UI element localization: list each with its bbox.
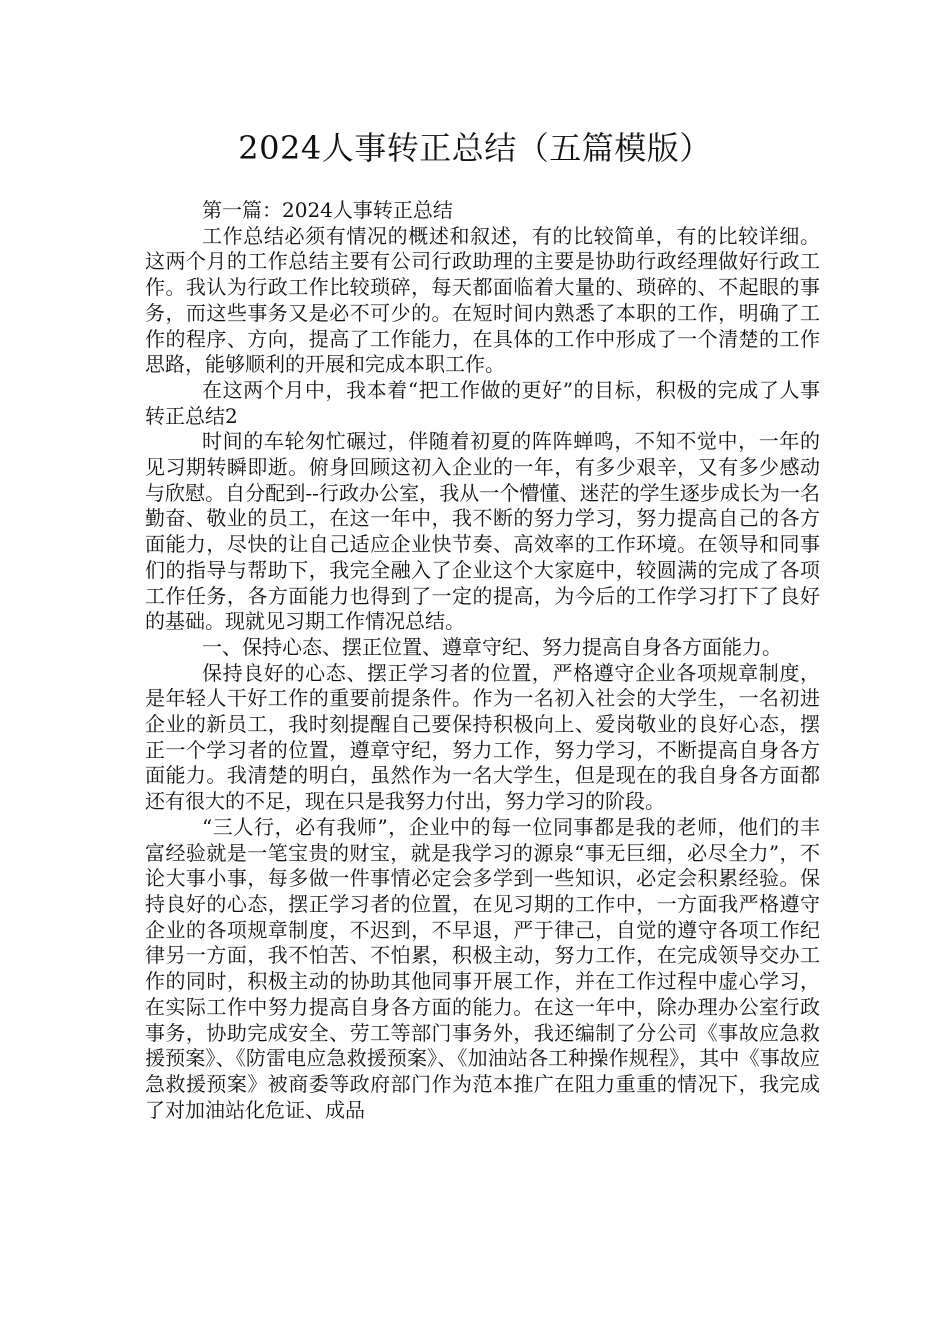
paragraph: 在这两个月中，我本着“把工作做的更好”的目标，积极的完成了人事转正总结2 <box>145 377 820 428</box>
section-heading: 第一篇：2024人事转正总结 <box>202 198 453 222</box>
paragraph: “三人行，必有我师”，企业中的每一位同事都是我的老师，他们的丰富经验就是一笔宝贵的财宝，就是我学习的源泉“事无巨细，必尽全力”，不论大事小事，每多做一件事情必定会多学到一些知识，必定会积累经验。保持良好的心态，摆正学习者的位置，在见习期的工作中，一方面我严格遵守企业的各项规章制度，不迟到，不早退，严于律己，自觉的遵守各项工作纪律另一方面，我不怕苦、不怕累，积极主动，努力工作，在完成领导交办工作的同时，积极主动的协助其他同事开展工作，并在工作过程中虚心学习，在实际工作中努力提高自身各方面的能力。在这一年中，除办理办公室行政事务，协助完成安全、劳工等部门事务外，我还编制了分公司《事故应急救援预案》、《防雷电应急救援预案》、《加油站各工种操作规程》，其中《事故应急救援预案》被商委等政府部门作为范本推广在阻力重重的情况下，我完成了对加油站化危证、成品 <box>145 814 820 1122</box>
paragraph: 时间的车轮匆忙碾过，伴随着初夏的阵阵蝉鸣，不知不觉中，一年的见习期转瞬即逝。俯身回顾这初入企业的一年，有多少艰辛，又有多少感动与欣慰。自分配到--行政办公室，我从一个懵懂、迷茫的学生逐步成长为一名勤奋、敬业的员工，在这一年中，我不断的努力学习，努力提高自己的各方面能力，尽快的让自己适应企业快节奏、高效率的工作环境。在领导和同事们的指导与帮助下，我完全融入了企业这个大家庭中，较圆满的完成了各项工作任务，各方面能力也得到了一定的提高，为今后的工作学习打下了良好的基础。现就见习期工作情况总结。 <box>145 429 820 634</box>
paragraph-heading: 一、保持心态、摆正位置、遵章守纪、努力提高自身各方面能力。 <box>202 634 782 659</box>
paragraph: 工作总结必须有情况的概述和叙述，有的比较简单，有的比较详细。这两个月的工作总结主要有公司行政助理的主要是协助行政经理做好行政工作。我认为行政工作比较琐碎，每天都面临着大量的、琐碎的、不起眼的事务，而这些事务又是必不可少的。在短时间内熟悉了本职的工作，明确了工作的程序、方向，提高了工作能力，在具体的工作中形成了一个清楚的工作思路，能够顺利的开展和完成本职工作。 <box>145 223 820 377</box>
document-body <box>145 198 820 1123</box>
paragraph: 保持良好的心态、摆正学习者的位置，严格遵守企业各项规章制度，是年轻人干好工作的重要前提条件。作为一名初入社会的大学生，一名初进企业的新员工，我时刻提醒自己要保持积极向上、爱岗敬业的良好心态，摆正一个学习者的位置，遵章守纪，努力工作，努力学习，不断提高自身各方面能力。我清楚的明白，虽然作为一名大学生，但是现在的我自身各方面都还有很大的不足，现在只是我努力付出，努力学习的阶段。 <box>145 660 820 814</box>
document-title: 2024人事转正总结（五篇模版） <box>238 129 712 167</box>
